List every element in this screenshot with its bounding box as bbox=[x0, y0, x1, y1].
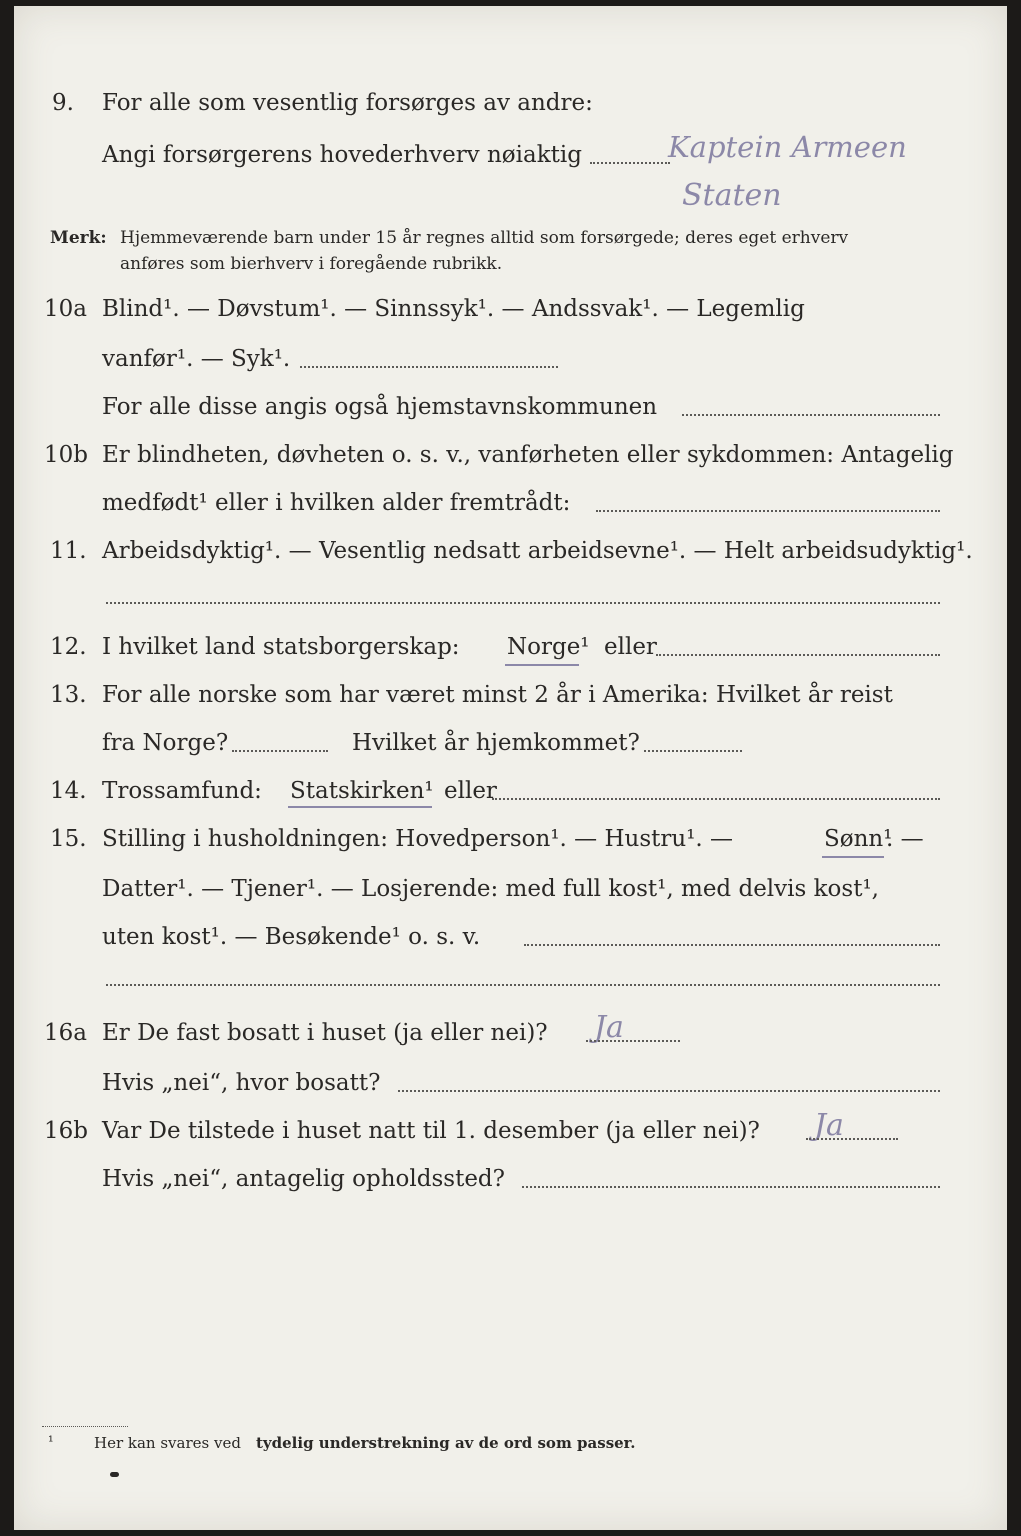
footnote-rule bbox=[42, 1426, 128, 1427]
q14-line1: Trossamfund: bbox=[102, 778, 262, 804]
q12-answer-underline bbox=[505, 664, 579, 666]
census-form-page bbox=[14, 6, 1007, 1530]
q16a-answer-line-2 bbox=[398, 1090, 940, 1092]
q16b-answer-line bbox=[806, 1138, 898, 1140]
q10a-line1: Blind¹. — Døvstum¹. — Sinnssyk¹. — Andssvak¹. — Legemlig bbox=[102, 296, 805, 322]
q16b-line1: Var De tilstede i huset natt til 1. desember (ja eller nei)? bbox=[102, 1118, 760, 1144]
q16b-number: 16b bbox=[44, 1118, 88, 1144]
q15-line1c: . — bbox=[886, 826, 924, 852]
q10b-number: 10b bbox=[44, 442, 88, 468]
footnote-mark: ¹ bbox=[48, 1434, 54, 1450]
footnote-text-a: Her kan svares ved bbox=[94, 1434, 241, 1452]
q11-answer-line bbox=[106, 602, 940, 604]
q12-line1: I hvilket land statsborgerskap: bbox=[102, 634, 460, 660]
q16b-handwritten-answer: Ja bbox=[814, 1108, 844, 1143]
q16a-line2: Hvis „nei“, hvor bosatt? bbox=[102, 1070, 381, 1096]
q10a-answer-line bbox=[300, 366, 558, 368]
q16a-answer-line bbox=[586, 1040, 680, 1042]
q15-line1a: Stilling i husholdningen: Hovedperson¹. — Hustru¹. — bbox=[102, 826, 734, 852]
q15-line2: Datter¹. — Tjener¹. — Losjerende: med full kost¹, med delvis kost¹, bbox=[102, 876, 879, 902]
q13-answer-line-1 bbox=[232, 750, 328, 752]
footnote-text-b: tydelig understrekning av de ord som passer. bbox=[256, 1434, 636, 1452]
q15-answer: Sønn¹ bbox=[824, 826, 893, 852]
q16a-number: 16a bbox=[44, 1020, 87, 1046]
q12-answer-line bbox=[656, 654, 940, 656]
merk-label: Merk: bbox=[50, 228, 107, 248]
q13-number: 13. bbox=[50, 682, 87, 708]
q11-number: 11. bbox=[50, 538, 87, 564]
q10a-line3: For alle disse angis også hjemstavnskommunen bbox=[102, 394, 658, 420]
q16a-line1: Er De fast bosatt i huset (ja eller nei)? bbox=[102, 1020, 548, 1046]
q10a-number: 10a bbox=[44, 296, 87, 322]
q10b-line1: Er blindheten, døvheten o. s. v., vanførheten eller sykdommen: Antagelig bbox=[102, 442, 954, 468]
q13-line2a: fra Norge? bbox=[102, 730, 229, 756]
q15-answer-line bbox=[524, 944, 940, 946]
q16a-handwritten-answer: Ja bbox=[594, 1010, 624, 1045]
q13-line1: For alle norske som har været minst 2 år i Amerika: Hvilket år reist bbox=[102, 682, 893, 708]
q13-answer-line-2 bbox=[644, 750, 742, 752]
q14-tail: eller bbox=[444, 778, 497, 804]
q15-answer-line-2 bbox=[106, 984, 940, 986]
q10b-line2: medfødt¹ eller i hvilken alder fremtrådt: bbox=[102, 490, 571, 516]
q15-line3: uten kost¹. — Besøkende¹ o. s. v. bbox=[102, 924, 481, 950]
merk-line1: Hjemmeværende barn under 15 år regnes alltid som forsørgede; deres eget erhverv bbox=[120, 228, 849, 248]
q15-number: 15. bbox=[50, 826, 87, 852]
q12-number: 12. bbox=[50, 634, 87, 660]
q9-number: 9. bbox=[52, 90, 74, 116]
q9-handwritten-answer-2: Staten bbox=[682, 178, 782, 213]
ink-blot bbox=[110, 1472, 119, 1477]
q9-line1: For alle som vesentlig forsørges av andre: bbox=[102, 90, 593, 116]
q11-line1: Arbeidsdyktig¹. — Vesentlig nedsatt arbeidsevne¹. — Helt arbeidsudyktig¹. bbox=[102, 538, 973, 564]
q12-answer: Norge¹ bbox=[507, 634, 590, 660]
q14-answer: Statskirken¹ bbox=[290, 778, 434, 804]
q10b-answer-line bbox=[596, 510, 940, 512]
q10a-answer-line-2 bbox=[682, 414, 940, 416]
q14-answer-line bbox=[492, 798, 940, 800]
merk-line2: anføres som bierhverv i foregående rubrikk. bbox=[120, 254, 503, 274]
q12-tail: eller bbox=[604, 634, 657, 660]
q9-handwritten-answer: Kaptein Armeen bbox=[668, 130, 907, 164]
q9-answer-line bbox=[590, 162, 670, 164]
q10a-line2: vanfør¹. — Syk¹. bbox=[102, 346, 291, 372]
q15-answer-underline bbox=[822, 856, 884, 858]
q14-number: 14. bbox=[50, 778, 87, 804]
q14-answer-underline bbox=[288, 806, 432, 808]
q16b-answer-line-2 bbox=[522, 1186, 940, 1188]
q16b-line2: Hvis „nei“, antagelig opholdssted? bbox=[102, 1166, 505, 1192]
q9-line2: Angi forsørgerens hovederhverv nøiaktig bbox=[102, 142, 582, 168]
q13-line2b: Hvilket år hjemkommet? bbox=[352, 730, 640, 756]
